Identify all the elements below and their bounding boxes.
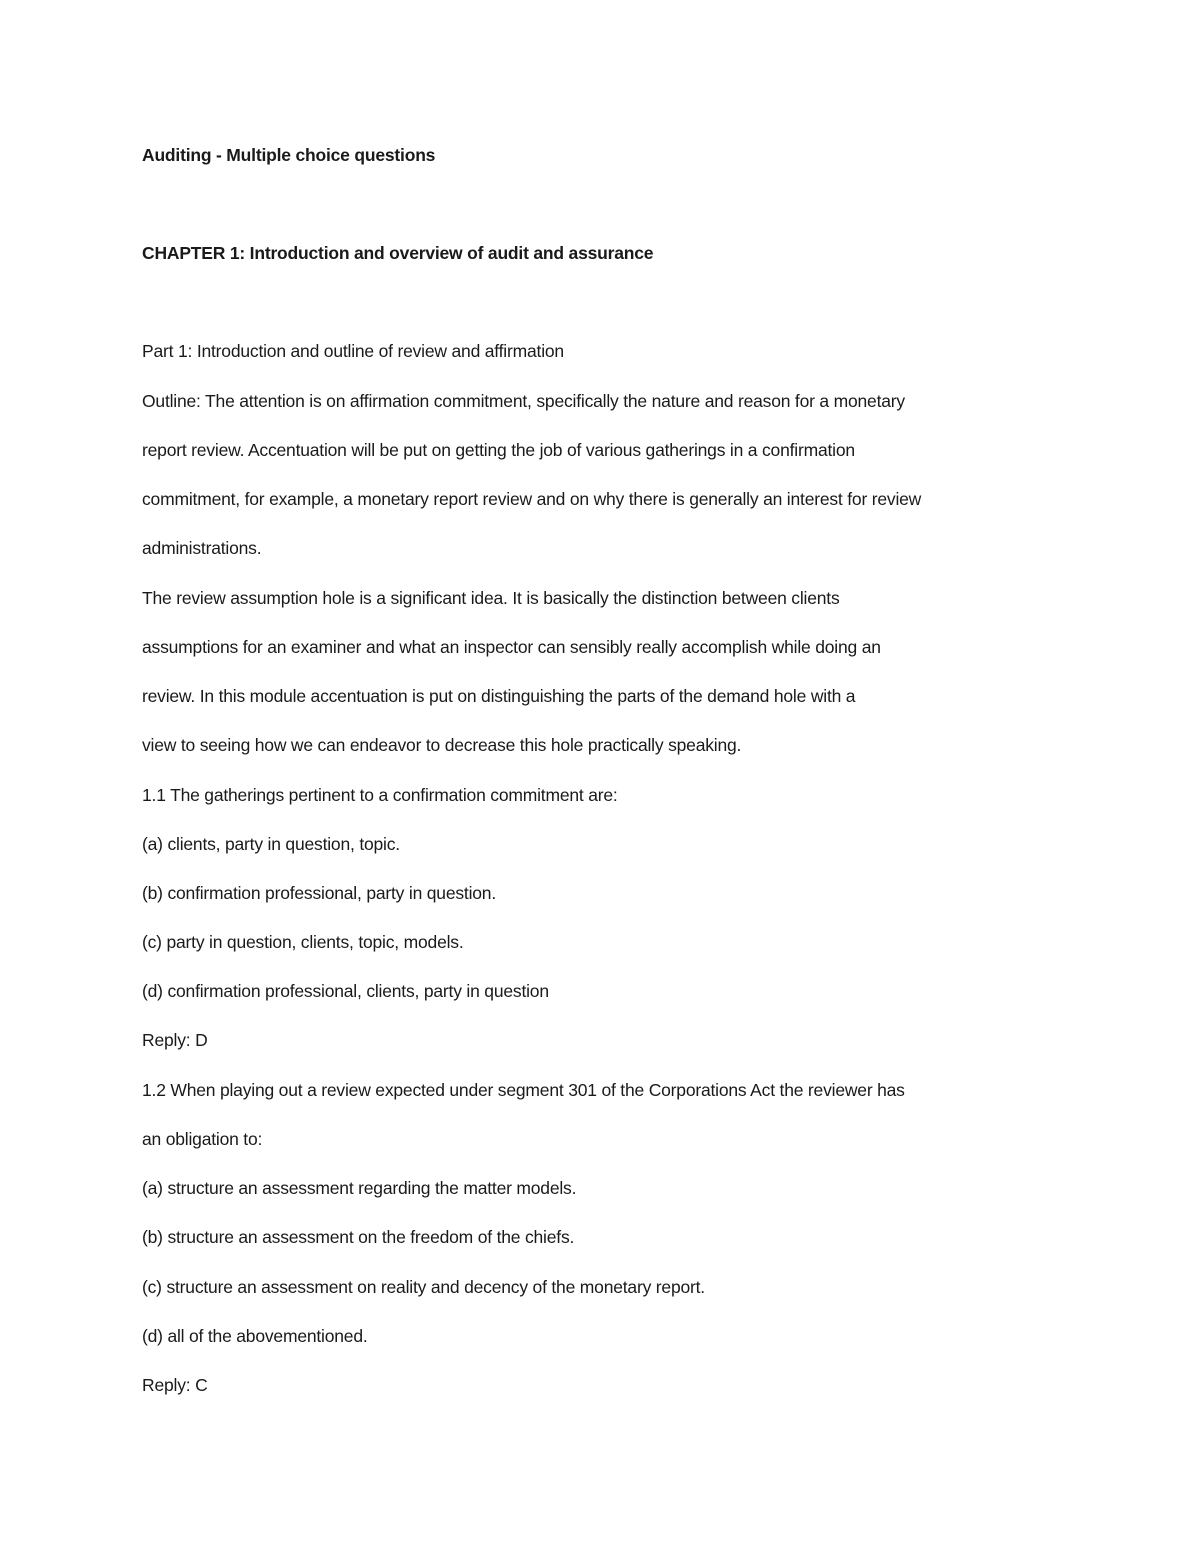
question-1-2-option-b: (b) structure an assessment on the freedom of the chiefs. [142,1227,575,1247]
question-1-2-continued: an obligation to: [142,1129,263,1149]
question-1-1-reply: Reply: D [142,1030,208,1050]
paragraph-line: The review assumption hole is a significant idea. It is basically the distinction between clients [142,588,840,608]
outline-line: report review. Accentuation will be put on getting the job of various gatherings in a confirmation [142,440,855,460]
chapter-heading: CHAPTER 1: Introduction and overview of audit and assurance [142,243,654,263]
paragraph-line: view to seeing how we can endeavor to decrease this hole practically speaking. [142,735,742,755]
question-1-1-option-b: (b) confirmation professional, party in question. [142,883,496,903]
question-1-2-option-a: (a) structure an assessment regarding the matter models. [142,1178,577,1198]
outline-line: administrations. [142,538,262,558]
question-1-1-option-d: (d) confirmation professional, clients, party in question [142,981,549,1001]
question-1-1: 1.1 The gatherings pertinent to a confirmation commitment are: [142,785,618,805]
question-1-1-option-c: (c) party in question, clients, topic, models. [142,932,464,952]
paragraph-line: review. In this module accentuation is put on distinguishing the parts of the demand hole with a [142,686,856,706]
part-heading: Part 1: Introduction and outline of review and affirmation [142,341,564,361]
outline-line: commitment, for example, a monetary report review and on why there is generally an interest for review [142,489,922,509]
document-title: Auditing - Multiple choice questions [142,145,436,165]
question-1-2-reply: Reply: C [142,1375,208,1395]
outline-line: Outline: The attention is on affirmation commitment, specifically the nature and reason for a monetary [142,391,905,411]
paragraph-line: assumptions for an examiner and what an inspector can sensibly really accomplish while doing an [142,637,881,657]
question-1-1-option-a: (a) clients, party in question, topic. [142,834,400,854]
question-1-2: 1.2 When playing out a review expected under segment 301 of the Corporations Act the reviewer has [142,1080,905,1100]
question-1-2-option-c: (c) structure an assessment on reality and decency of the monetary report. [142,1277,705,1297]
question-1-2-option-d: (d) all of the abovementioned. [142,1326,368,1346]
